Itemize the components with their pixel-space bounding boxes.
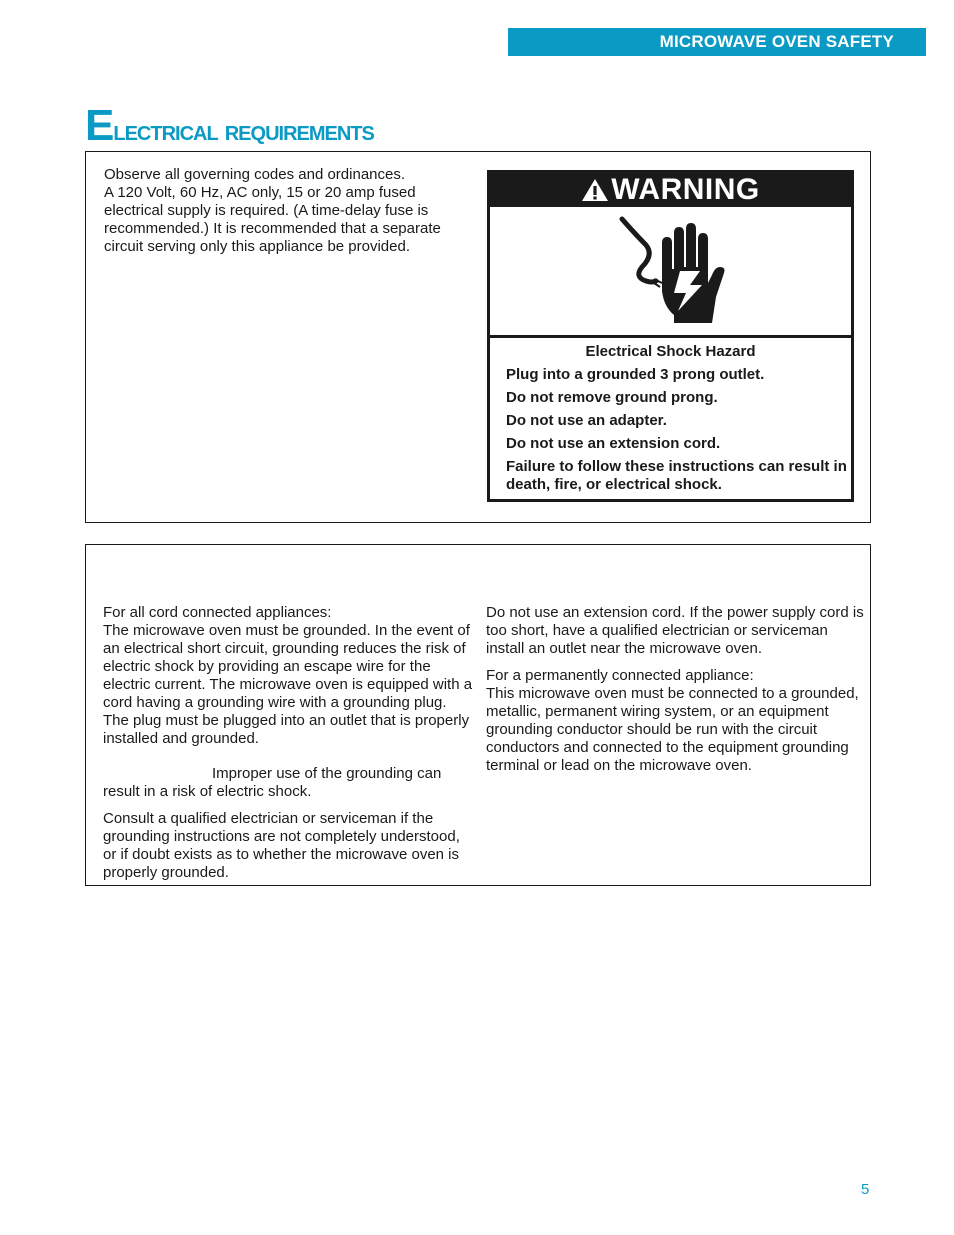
permanent-connection-heading: For a permanently connected appliance: [486,667,754,684]
warning-text [490,338,851,494]
improper-use-line-1: Improper use of the grounding can [212,765,442,782]
warning-line-2: Do not remove ground prong. [506,389,718,406]
warning-line-4: Do not use an extension cord. [506,435,721,452]
permanent-connection-body: This microwave oven must be connected to a grounded, metallic, permanent wiring system, or an equipment grounding conductor should be run with the circuit conductors and connected to the equipment grounding terminal or lead on the microwave oven. [486,685,859,774]
improper-use-line-2: result in a risk of electric shock. [103,783,312,800]
page-number: 5 [861,1181,870,1198]
warning-line-1: Plug into a grounded 3 prong outlet. [506,366,765,383]
section-banner: MICROWAVE OVEN SAFETY [508,28,926,56]
warning-header [490,173,851,207]
grounding-right-column [486,604,866,784]
cord-connected-heading: For all cord connected appliances: [103,604,332,621]
consult-paragraph: Consult a qualified electrician or serviceman if the grounding instructions are not completely understood, or if doubt exists as to whether the microwave oven is properly grounded. [103,810,460,881]
warning-line-5: Failure to follow these instructions can result in death, fire, or electrical shock. [506,458,847,493]
page-title: Electrical requirements [85,101,374,150]
extension-cord-paragraph: Do not use an extension cord. If the power supply cord is too short, have a qualified electrician or serviceman install an outlet near the microwave oven. [486,604,864,657]
cord-connected-paragraph [103,604,475,748]
grounding-left-column [103,604,475,891]
warning-line-3: Do not use an adapter. [506,412,667,429]
permanent-connection-paragraph [486,667,866,775]
warning-triangle-icon [581,178,609,202]
warning-pictogram [490,207,851,338]
hazard-title: Electrical Shock Hazard [585,343,756,360]
improper-use-paragraph [103,765,475,801]
requirements-text [104,166,474,256]
electrical-shock-hand-icon [616,215,726,327]
requirements-line-1: Observe all governing codes and ordinances. [104,166,406,183]
requirements-line-2: A 120 Volt, 60 Hz, AC only, 15 or 20 amp fused electrical supply is required. (A time-delay fuse is recommended.) It is recommended that a separate circuit serving only this appliance be provided. [104,184,441,255]
warning-panel [487,170,854,502]
warning-label: WARNING [611,173,760,206]
cord-connected-body: The microwave oven must be grounded. In the event of an electrical short circuit, grounding reduces the risk of electric shock by providing an escape wire for the electric current. The microwave oven is equipped with a cord having a grounding wire with a grounding plug. The plug must be plugged into an outlet that is properly installed and grounded. [103,622,473,747]
